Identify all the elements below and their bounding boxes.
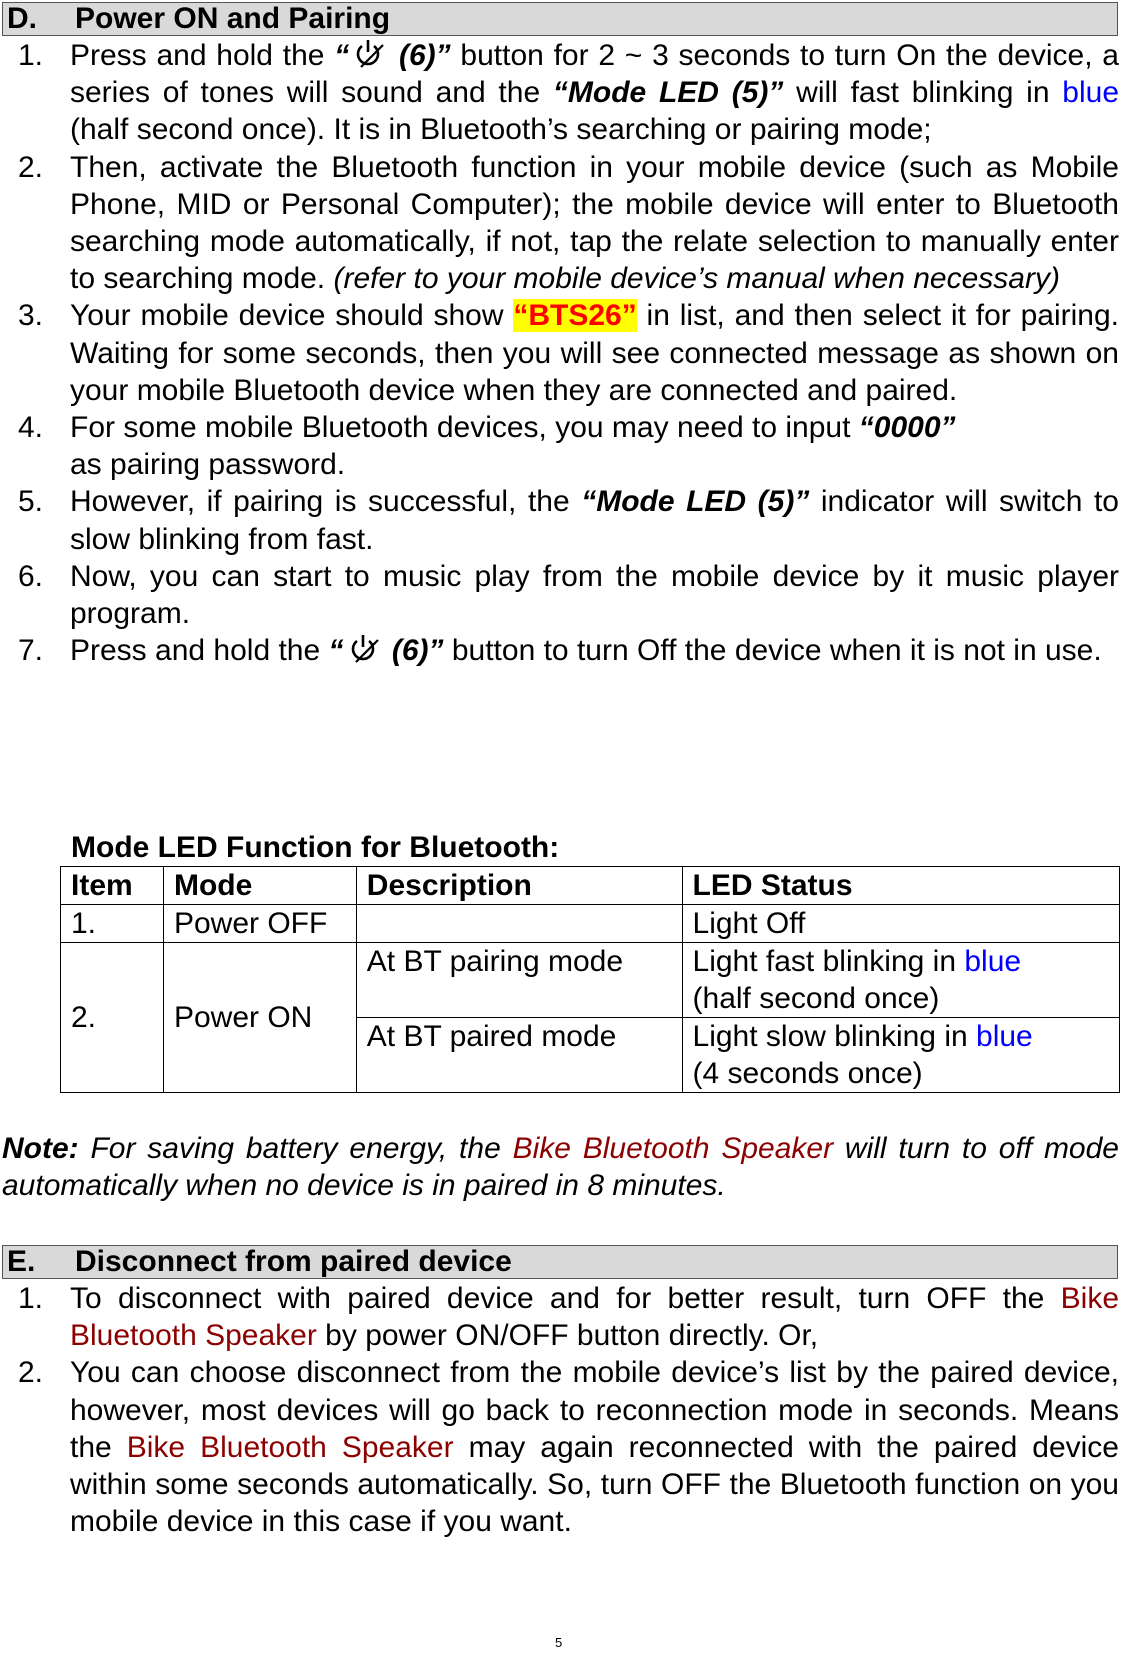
- power-icon: [352, 39, 386, 69]
- header-description: Description: [356, 867, 682, 905]
- table-row: [61, 943, 1120, 1018]
- led-function-table: [60, 866, 1120, 1093]
- item-text: may again reconnected with the paired device within some seconds automatically. So, turn OFF the Bluetooth function on you mobile device in this case if you want.: [70, 1430, 1119, 1539]
- quote-open: “: [328, 634, 344, 668]
- product-name: Bike Bluetooth Speaker: [126, 1430, 454, 1464]
- item-text: However, if pairing is successful, the: [70, 485, 582, 519]
- section-d-letter: D.: [7, 2, 37, 35]
- button-ref: (6)”: [383, 634, 444, 668]
- item-text: button for 2 ~ 3 seconds to turn On the device, a series of tones will sound and the: [70, 39, 1119, 110]
- product-name: Bike Bluetooth Speaker: [70, 1282, 1119, 1353]
- item-text: (half second once). It is in Bluetooth’s searching or pairing mode;: [70, 113, 932, 147]
- blue-word: blue: [976, 1020, 1033, 1053]
- header-item: Item: [61, 867, 164, 905]
- item-note: (refer to your mobile device’s manual when necessary): [333, 262, 1060, 296]
- password-ref: “0000”: [858, 411, 956, 445]
- battery-note: [2, 1130, 1119, 1204]
- header-mode: Mode: [163, 867, 356, 905]
- item-number: 7.: [18, 634, 44, 668]
- item-number: 2.: [18, 150, 44, 184]
- note-text: will turn to off mode automatically when no device is in paired in 8 minutes.: [2, 1132, 1119, 1202]
- list-item: [0, 409, 1123, 483]
- button-ref: (6)”: [389, 39, 451, 72]
- table-row: [61, 905, 1120, 943]
- header-led-status: LED Status: [682, 867, 1119, 905]
- status-text: (4 seconds once): [692, 1057, 923, 1090]
- item-text: button to turn Off the device when it is not in use.: [443, 634, 1102, 668]
- section-d-header: [2, 2, 1118, 36]
- list-item: [0, 149, 1123, 298]
- led-table-title: Mode LED Function for Bluetooth:: [71, 831, 560, 864]
- table-header-row: [61, 867, 1120, 905]
- item-text: as pairing password.: [70, 448, 346, 482]
- cell-description: At BT paired mode: [356, 1018, 682, 1093]
- device-name-highlight: “BTS26”: [513, 299, 637, 333]
- list-item: [0, 558, 1123, 632]
- note-text: For saving battery energy, the: [78, 1132, 513, 1165]
- item-text: Press and hold the: [70, 634, 329, 668]
- cell-status: Light Off: [682, 905, 1119, 943]
- status-text: (half second once): [692, 982, 940, 1015]
- item-number: 1.: [18, 39, 44, 72]
- mode-led-ref: “Mode LED (5)”: [552, 76, 784, 110]
- item-number: 4.: [18, 411, 44, 445]
- list-item: [0, 297, 1123, 409]
- item-text: Then, activate the Bluetooth function in your mobile device (such as Mobile Phone, MID or Personal Computer); the mobile device will enter to Bluetooth searching mode automatically, if not, tap the relate selection to manually enter to searching mode.: [70, 150, 1119, 296]
- cell-status: [682, 943, 1119, 1018]
- product-name: Bike Bluetooth Speaker: [512, 1132, 834, 1165]
- cell-status: [682, 1018, 1119, 1093]
- item-text: Press and hold the: [70, 39, 335, 72]
- list-item: [0, 1280, 1123, 1354]
- item-text: indicator will switch to slow blinking from fast.: [70, 485, 1119, 556]
- mode-led-ref: “Mode LED (5)”: [581, 485, 810, 519]
- quote-open: “: [334, 39, 350, 72]
- item-text: For some mobile Bluetooth devices, you may need to input: [70, 411, 859, 445]
- item-number: 2.: [18, 1356, 44, 1390]
- list-item: [0, 632, 1123, 669]
- blue-word: blue: [1062, 76, 1120, 110]
- item-text: by power ON/OFF button directly. Or,: [316, 1319, 819, 1353]
- cell-description: [356, 905, 682, 943]
- page-number: 5: [555, 1635, 563, 1650]
- item-text: To disconnect with paired device and for better result, turn OFF the: [70, 1282, 1061, 1315]
- cell-item: 2.: [61, 943, 164, 1093]
- list-item: [0, 483, 1123, 557]
- section-e-letter: E.: [7, 1245, 36, 1278]
- list-item: [0, 1354, 1123, 1540]
- item-number: 6.: [18, 559, 44, 593]
- item-text: will fast blinking in: [783, 76, 1063, 110]
- item-number: 1.: [18, 1282, 44, 1315]
- power-icon: [347, 634, 381, 664]
- blue-word: blue: [964, 945, 1022, 978]
- status-text: Light slow blinking in: [692, 1020, 977, 1053]
- note-label: Note:: [2, 1132, 79, 1165]
- section-d-list: [0, 37, 1123, 669]
- section-e-title: Disconnect from paired device: [75, 1245, 512, 1278]
- cell-item: 1.: [61, 905, 164, 943]
- cell-description: At BT pairing mode: [356, 943, 682, 1018]
- item-text: Now, you can start to music play from the mobile device by it music player program.: [70, 559, 1119, 631]
- section-e-header: [2, 1245, 1118, 1279]
- item-text: in list, and then select it for pairing. Waiting for some seconds, then you will see connected message as shown on your mobile Bluetooth device when they are connected and paired.: [70, 299, 1119, 407]
- cell-mode: Power OFF: [163, 905, 356, 943]
- status-text: Light fast blinking in: [692, 945, 965, 978]
- section-d-title: Power ON and Pairing: [75, 2, 391, 35]
- item-text: You can choose disconnect from the mobile device’s list by the paired device, however, most devices will go back to reconnection mode in seconds. Means the: [70, 1356, 1119, 1464]
- list-item: [0, 37, 1123, 149]
- item-number: 5.: [18, 485, 44, 519]
- item-number: 3.: [18, 299, 44, 333]
- section-e-list: [0, 1280, 1123, 1540]
- cell-mode: Power ON: [163, 943, 356, 1093]
- item-text: Your mobile device should show: [70, 299, 514, 333]
